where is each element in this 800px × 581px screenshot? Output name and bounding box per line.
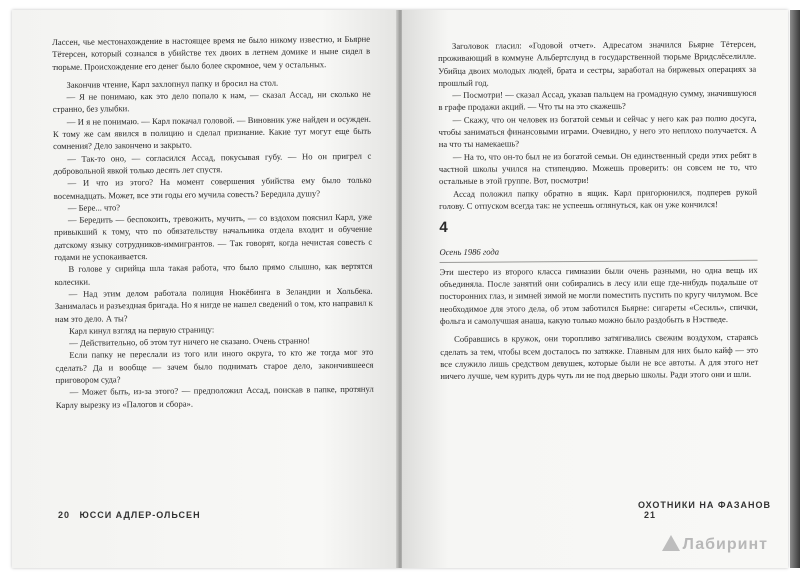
running-head-title: ОХОТНИКИ НА ФАЗАНОВ: [638, 500, 771, 510]
paragraph: В голове у сирийца шла такая работа, что было прямо слышно, как вертятся колесики.: [54, 261, 373, 287]
paragraph: Лассен, чье местонахождение в настоящее время не было никому известно, и Бьярне Тётерсен, который сознался в убийстве тех двоих в летнем домике и ныне сидел в тюрьме. Происхождение его денег было более скромное, чем у остальных.: [52, 33, 371, 72]
paragraph: — Действительно, об этом тут ничего не сказано. Очень странно!: [69, 335, 311, 348]
left-page: [12, 10, 398, 568]
paragraph: — Так-то оно, — согласился Ассад, покусывая губу. — Но он пригрел с добровольной явкой только десять лет спустя.: [53, 150, 372, 176]
paragraph: Закончив чтение, Карл захлопнул папку и бросил на стол.: [66, 77, 279, 90]
paragraph: — Бере... что?: [67, 202, 121, 213]
paragraph: — Может быть, из-за этого? — предположил Ассад, поискав в папке, протянул Карлу вырезку из «Палогов и сбора».: [55, 383, 374, 410]
chapter-number: 4: [439, 219, 448, 237]
section-subheading: Осень 1986 года: [439, 247, 500, 258]
right-page-text-bottom: [440, 264, 759, 383]
page-edge-shadow: [790, 10, 800, 568]
labirint-watermark: [662, 535, 768, 554]
page-number-left: 20: [58, 510, 71, 520]
right-page-text-top: [438, 38, 757, 212]
running-head-author: ЮССИ АДЛЕР-ОЛЬСЕН: [79, 510, 201, 520]
page-number-right: 21: [644, 510, 657, 520]
paragraph: Ассад положил папку обратно в ящик. Карл пригорюнился, подперев рукой голову. С отпуском всегда так: не успеешь оглянуться, как он уже кончился!: [439, 186, 758, 211]
paragraph: — И что из этого? На момент совершения убийства ему было только восемнадцать. Может, все эти годы его мучила совесть? Бередила душу?: [53, 174, 372, 201]
open-book-spread: [12, 10, 788, 568]
paragraph: Карл кинул взгляд на первую страницу:: [69, 324, 215, 336]
paragraph: — Посмотри! — сказал Ассад, указав пальцем на громадную сумму, значившуюся в графе продажи акций. — Что ты на это скажешь?: [438, 87, 757, 113]
labirint-logo-icon: [662, 535, 680, 551]
paragraph: Заголовок гласил: «Годовой отчет». Адресатом значился Бьярне Тётерсен, проживающий в коммуне Альбертслунд в государственной тюрьме Вридслёселилле. Убийца двоих молодых людей, брата и сестры, заработал на биржевых операциях за прошлый год.: [438, 38, 757, 88]
right-page-text: [438, 38, 758, 383]
paragraph: Если папку не переслали из того или иного округа, то кто же тогда мог это сделать? Да и вообще — зачем было поднимать старое дело, закончившееся приговором суда?: [55, 347, 374, 385]
paragraph: Эти шестеро из второго класса гимназии были очень разными, но одна вещь их объединяла. После занятий они собирались в лесу или еще где-нибудь подальше от посторонних глаз, и зимней зимой не могли поместить пустить по кругу чилумом. Все необходимое для этого дела, об этом заботился Бьярне: сигареты «Сесиль», спички, фольга и самолучшая анаша, какую только можно было раздобыть в Нэстведе.: [439, 264, 758, 326]
paragraph: Собравшись в кружок, они торопливо затягивались свежим воздухом, стараясь сделать за тем, чтобы всем досталось по затяжке. Главным для них было кайф — это все служило лишь средством девушек, которые были не все автоты. А для этого нет ничего лучше, чем курить дурь чуть ли не под дверью школы. Ради этого они и шли.: [440, 332, 759, 382]
left-page-footer: [58, 510, 201, 520]
paragraph: — На то, что он-то был не из богатой семьи. Он единственный среди этих ребят в частной школы учился на стипендию. Можешь проверить: он совсем не то, что остальные в этой группе. Вот, посмотри!: [438, 149, 757, 187]
watermark-text: Лабиринт: [682, 536, 768, 553]
paragraph: — Бередить — беспокоить, тревожить, мучить, — со вздохом пояснил Карл, уже привыкший к тому, что по обязательству начальника отдела входит и обучение датскому языку сотрудников-иммигрантов. — Так говорят, когда нечистая совесть с годами не успокаивается.: [54, 211, 373, 263]
paragraph: — Над этим делом работала полиция Нюкёбинга в Зеландии и Хольбека. Занималась и разъездная бригада. Но я нигде не нашел сведений о том, кто направил к нам это дело. А ты?: [54, 285, 373, 324]
subheading-rule: [440, 260, 758, 263]
paragraph: — Скажу, что он человек из богатой семьи и сейчас у него как раз полно досуга, чтобы заниматься финансовыми играми. Очевидно, у него это неплохо получается. А на что ты намекаешь?: [438, 112, 757, 150]
right-page-footer: [638, 500, 788, 520]
left-page-text: [52, 33, 374, 411]
paragraph: — И я не понимаю. — Карл покачал головой. — Виновник уже найден и осужден. К тому же сам явился в полицию и сделал признание. Какие тут могут еще быть сомнения? Дело закончено и закрыто.: [52, 113, 372, 152]
right-page: [402, 10, 788, 568]
paragraph: — Я не понимаю, как это дело попало к нам, — сказал Ассад, ни сколько не странно, без улыбки.: [52, 88, 371, 115]
